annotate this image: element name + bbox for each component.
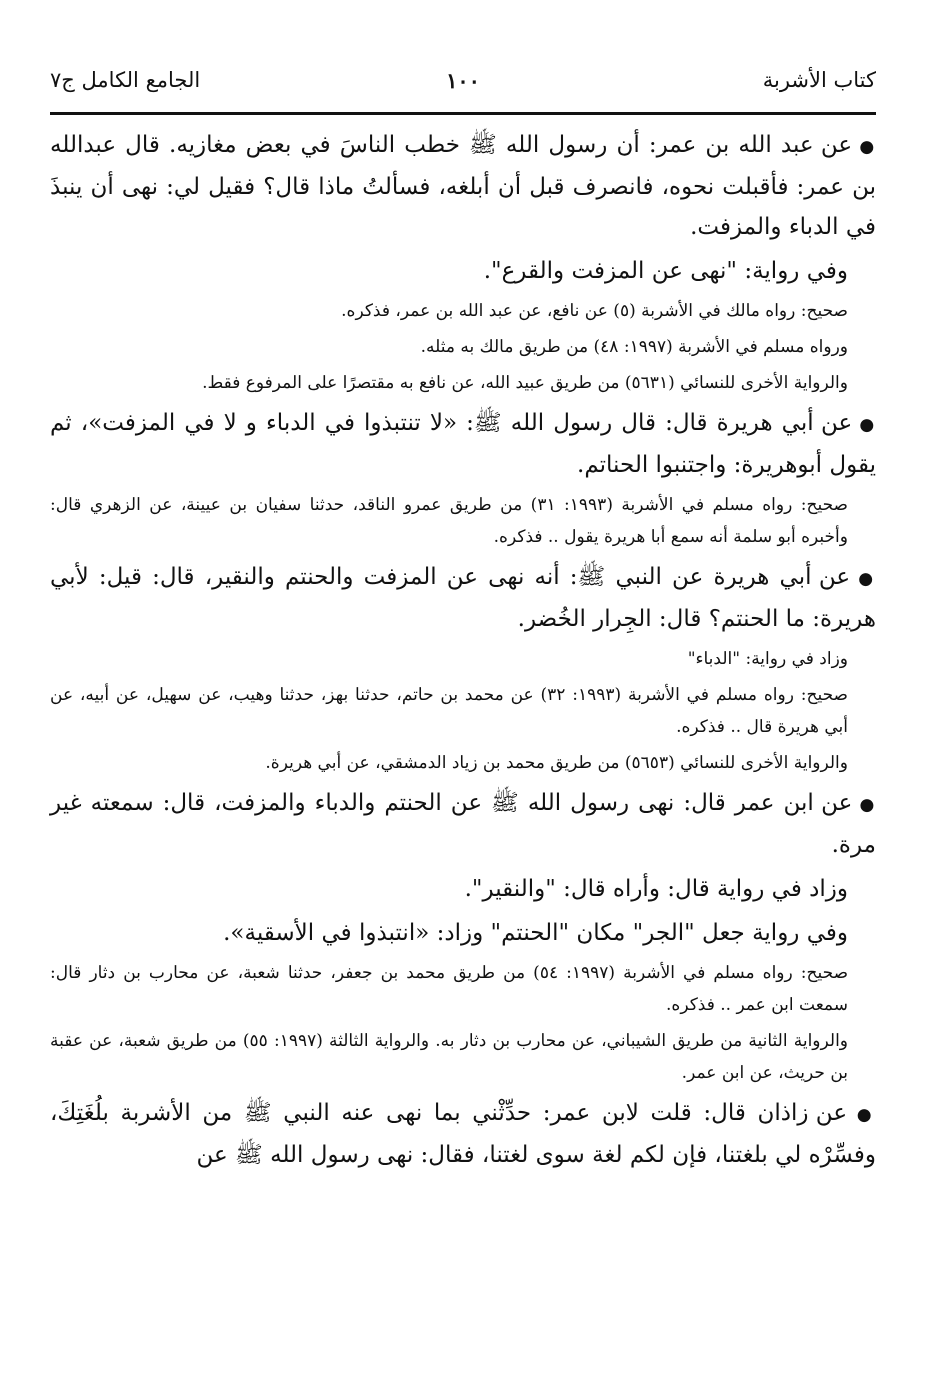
paragraph: ورواه مسلم في الأشربة (١٩٩٧: ٤٨) من طريق مالك به مثله. [420,337,848,357]
paragraph: والرواية الأخرى للنسائي (٥٦٣١) من طريق عبيد الله، عن نافع به مقتصرًا على المرفوع فقط. [202,373,848,393]
paragraph: ● عن عبد الله بن عمر: أن رسول الله ﷺ خطب الناسَ في بعض مغازيه. قال عبدالله بن عمر: فأقبلت نحوه، فانصرف قبل أن أبلغه، فسألتُ ماذا قال؟ فقيل لي: نهى أن ينبذَ في الدباء والمزفت. [50,125,876,247]
paragraph: صحيح: رواه مسلم في الأشربة (١٩٩٣: ٣١) من طريق عمرو الناقد، حدثنا سفيان بن عيينة، عن الزهري قال: وأخبره أبو سلمة أنه سمع أبا هريرة يقول .. فذكره. [50,495,848,547]
paragraph: وزاد في رواية: "الدباء" [687,649,848,669]
page-header [50,60,876,110]
book-title: كتاب الأشربة [762,68,876,92]
paragraph: صحيح: رواه مسلم في الأشربة (١٩٩٣: ٣٢) عن محمد بن حاتم، حدثنا بهز، حدثنا وهيب، عن سهيل، عن أبيه، عن أبي هريرة قال .. فذكره. [50,685,848,737]
paragraph: صحيح: رواه مالك في الأشربة (٥) عن نافع، عن عبد الله بن عمر، فذكره. [341,301,848,321]
page-number: ١٠٠ [446,68,480,93]
paragraph: وفي رواية: "نهى عن المزفت والقرع". [483,258,848,284]
paragraph: ● عن ابن عمر قال: نهى رسول الله ﷺ عن الحنتم والدباء والمزفت، قال: سمعته غير مرة. [50,783,876,865]
paragraph: وفي رواية جعل "الجر" مكان "الحنتم" وزاد: «انتبذوا في الأسقية». [223,920,848,946]
paragraph: ● عن أبي هريرة قال: قال رسول الله ﷺ: «لا تنتبذوا في الدباء و لا في المزفت»، ثم يقول أبوهريرة: واجتنبوا الحناتم. [50,403,876,485]
paragraph: صحيح: رواه مسلم في الأشربة (١٩٩٧: ٥٤) من طريق محمد بن جعفر، حدثنا شعبة، عن محارب بن دثار قال: سمعت ابن عمر .. فذكره. [50,963,849,1015]
volume-title: الجامع الكامل ج٧ [50,68,201,92]
paragraph: والرواية الأخرى للنسائي (٥٦٥٣) من طريق محمد بن زياد الدمشقي، عن أبي هريرة. [265,753,848,773]
header-rule [50,112,876,115]
page-content [50,125,876,1175]
paragraph: والرواية الثانية من طريق الشيباني، عن محارب بن دثار به. والرواية الثالثة (١٩٩٧: ٥٥) من طريق شعبة، عن عقبة بن حريث، عن ابن عمر. [50,1031,849,1083]
paragraph: ● عن أبي هريرة عن النبي ﷺ: أنه نهى عن المزفت والحنتم والنقير، قال: قيل: لأبي هريرة: ما الحنتم؟ قال: الجِرار الخُضر. [50,557,876,639]
paragraph: وزاد في رواية قال: وأراه قال: "والنقير". [464,876,848,902]
paragraph: ● عن زاذان قال: قلت لابن عمر: حدِّثْني بما نهى عنه النبي ﷺ من الأشربة بلُغَتِكَ، وفسِّرْه لي بلغتنا، فإن لكم لغة سوى لغتنا، فقال: نهى رسول الله ﷺ عن [50,1093,876,1175]
